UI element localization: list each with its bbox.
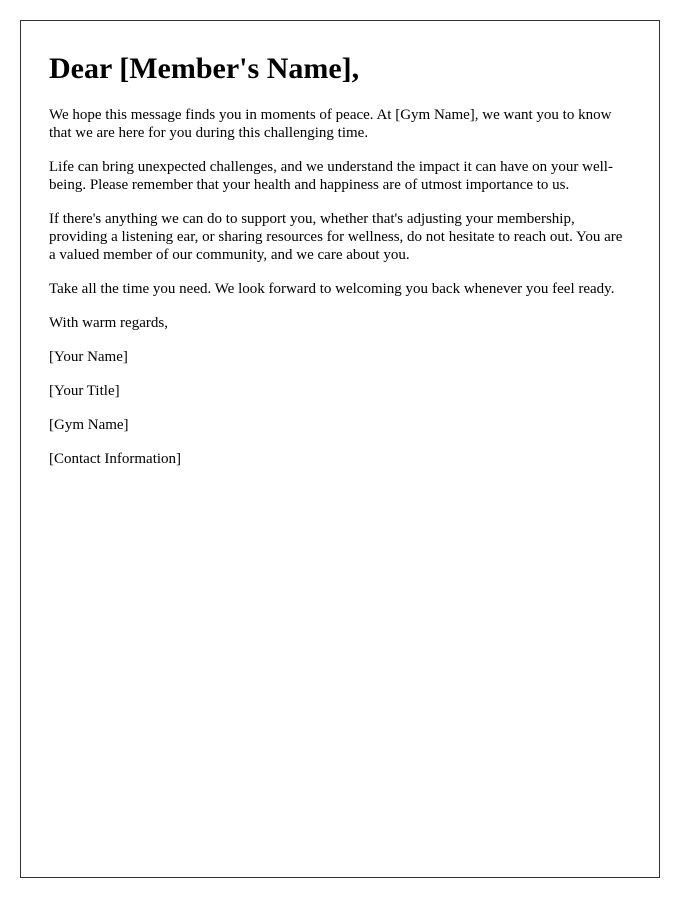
letter-paragraph-wellbeing: Life can bring unexpected challenges, and we understand the impact it can have on your well-being. Please remember that your health and happiness are of utmost importance to us. [49,159,613,193]
signature-title: [Your Title] [49,383,120,399]
letter-closing: With warm regards, [49,315,168,331]
signature-name: [Your Name] [49,349,128,365]
letter-greeting: Dear [Member's Name], [49,52,360,85]
letter-paragraph-intro: We hope this message finds you in moments of peace. At [Gym Name], we want you to know that we are here for you during this challenging time. [49,107,612,141]
letter-page [20,20,660,878]
letter-paragraph-support: If there's anything we can do to support you, whether that's adjusting your membership, providing a listening ear, or sharing resources for wellness, do not hesitate to reach out. You are a valued member of our community, and we care about you. [49,211,623,263]
letter-paragraph-time: Take all the time you need. We look forward to welcoming you back whenever you feel ready. [49,281,615,297]
signature-contact: [Contact Information] [49,451,182,467]
signature-gym: [Gym Name] [49,417,129,433]
